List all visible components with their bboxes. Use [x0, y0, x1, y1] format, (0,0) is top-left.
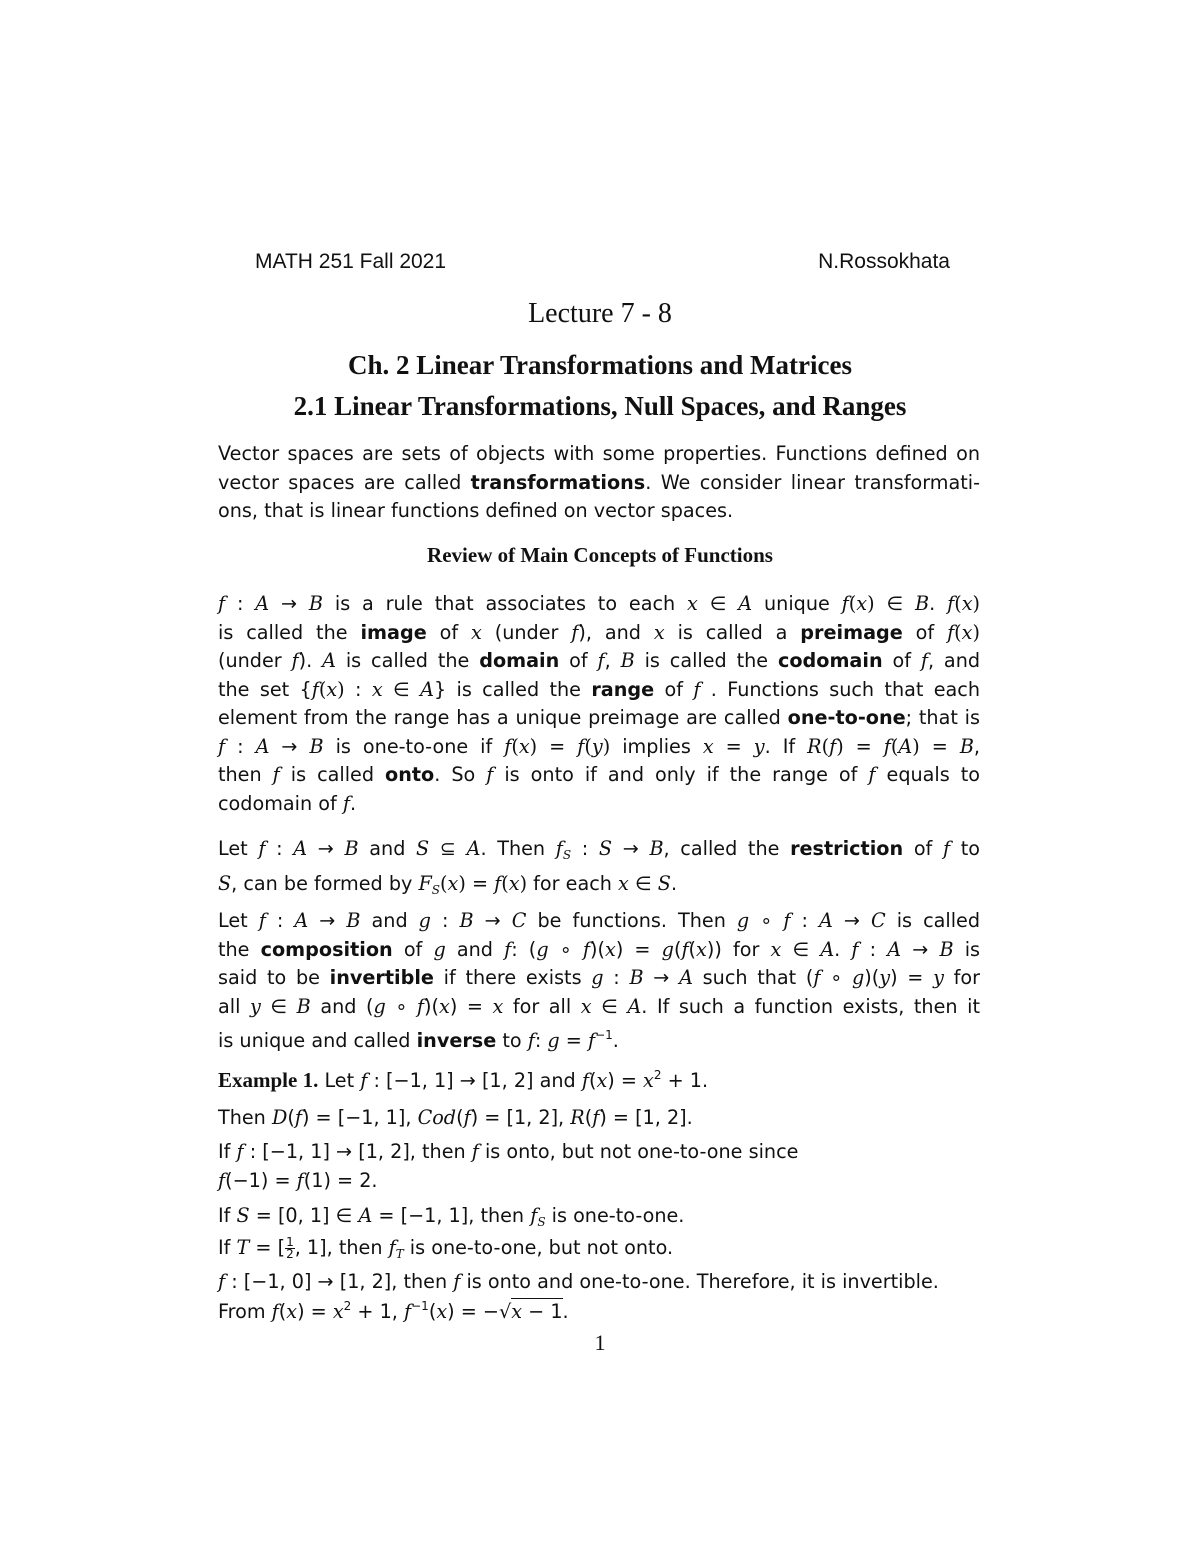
- lecture-title: Lecture 7 - 8: [528, 298, 672, 329]
- func-line-3: (under f). A is called the domain of f, B is called the codomain of f, and: [218, 649, 981, 672]
- restr-line-2: S, can be formed by $F_S(x) = f(x)$ for each x ∈ S.: [218, 871, 678, 897]
- intro-line-2: vector spaces are called transformations. We consider linear transformati-: [218, 470, 980, 494]
- example-label: Example 1.: [218, 1068, 319, 1092]
- section-title: 2.1 Linear Transformations, Null Spaces, and Ranges: [293, 391, 907, 421]
- intro-paragraph: [218, 440, 980, 526]
- func-line-5: element from the range has a unique preimage are called one-to-one; that is: [218, 706, 980, 729]
- author-label: N.Rossokhata: [818, 250, 950, 273]
- course-label: MATH 251 Fall 2021: [255, 250, 447, 273]
- composition-paragraph: [218, 907, 980, 1056]
- example-1-line-4: f(−1) = f(1) = 2.: [218, 1169, 378, 1192]
- example-1-statement: Example 1. Let f : [−1, 1] → [1, 2] and $f(x) = x^2 + 1$.: [218, 1068, 709, 1092]
- comp-line-3: said to be invertible if there exists g : B → A such that (f ∘ g)(y) = y for: [218, 966, 980, 989]
- example-1-line-3: If f : [−1, 1] → [1, 2], then f is onto, but not one-to-one since: [218, 1140, 799, 1163]
- example-1-line-7: f : [−1, 0] → [1, 2], then f is onto and one-to-one. Therefore, it is invertible.: [218, 1270, 939, 1293]
- review-heading: Review of Main Concepts of Functions: [427, 543, 773, 567]
- functions-paragraph: [218, 590, 980, 818]
- func-line-7: then f is called onto. So f is onto if and only if the range of f equals to: [218, 763, 980, 786]
- page-number: 1: [594, 1330, 606, 1355]
- func-line-8: codomain of f.: [218, 791, 357, 815]
- func-line-2: is called the image of x (under f), and x is called a preimage of f(x): [218, 620, 980, 644]
- intro-line-3: ons, that is linear functions defined on vector spaces.: [218, 499, 734, 522]
- comp-line-2: the composition of g and f: (g ∘ f)(x) = g(f(x)) for x ∈ A. f : A → B is: [218, 937, 981, 961]
- restr-line-1: Let f : A → B and S ⊆ A. Then $f_S$ : S → B, called the restriction of f to: [218, 837, 981, 862]
- comp-line-1: Let f : A → B and g : B → C be functions. Then g ∘ f : A → C is called: [218, 909, 981, 932]
- comp-line-5: is unique and called inverse to f: $g = f^{-1}$.: [218, 1028, 619, 1052]
- restriction-paragraph: [218, 835, 980, 904]
- func-line-1: f : A → B is a rule that associates to each x ∈ A unique f(x) ∈ B. f(x): [218, 592, 981, 615]
- example-1-line-5: If S = [0, 1] ∈ A = [−1, 1], then $f_S$ is one-to-one.: [218, 1204, 685, 1229]
- example-1-line-2: Then D(f) = [−1, 1], Cod(f) = [1, 2], R(f) = [1, 2].: [218, 1106, 693, 1129]
- func-line-6: f : A → B is one-to-one if f(x) = f(y) implies x = y. If R(f) = f(A) = B,: [218, 734, 981, 758]
- example-1-line-8: From $f(x) = x^2 + 1$, $f^{-1}(x) = -√x - 1$.: [218, 1299, 569, 1323]
- page-header: [255, 250, 950, 274]
- chapter-title: Ch. 2 Linear Transformations and Matrices: [348, 350, 852, 380]
- example-1-line-6: If T = [ $\frac{1}{2}$ , 1], then $f_T$ is one-to-one, but not onto.: [218, 1235, 674, 1261]
- func-line-4: the set {f(x) : x ∈ A} is called the range of f . Functions such that each: [218, 677, 981, 701]
- intro-line-1: Vector spaces are sets of objects with some properties. Functions defined on: [218, 442, 980, 465]
- comp-line-4: all y ∈ B and (g ∘ f)(x) = x for all x ∈ A. If such a function exists, then it: [218, 994, 980, 1018]
